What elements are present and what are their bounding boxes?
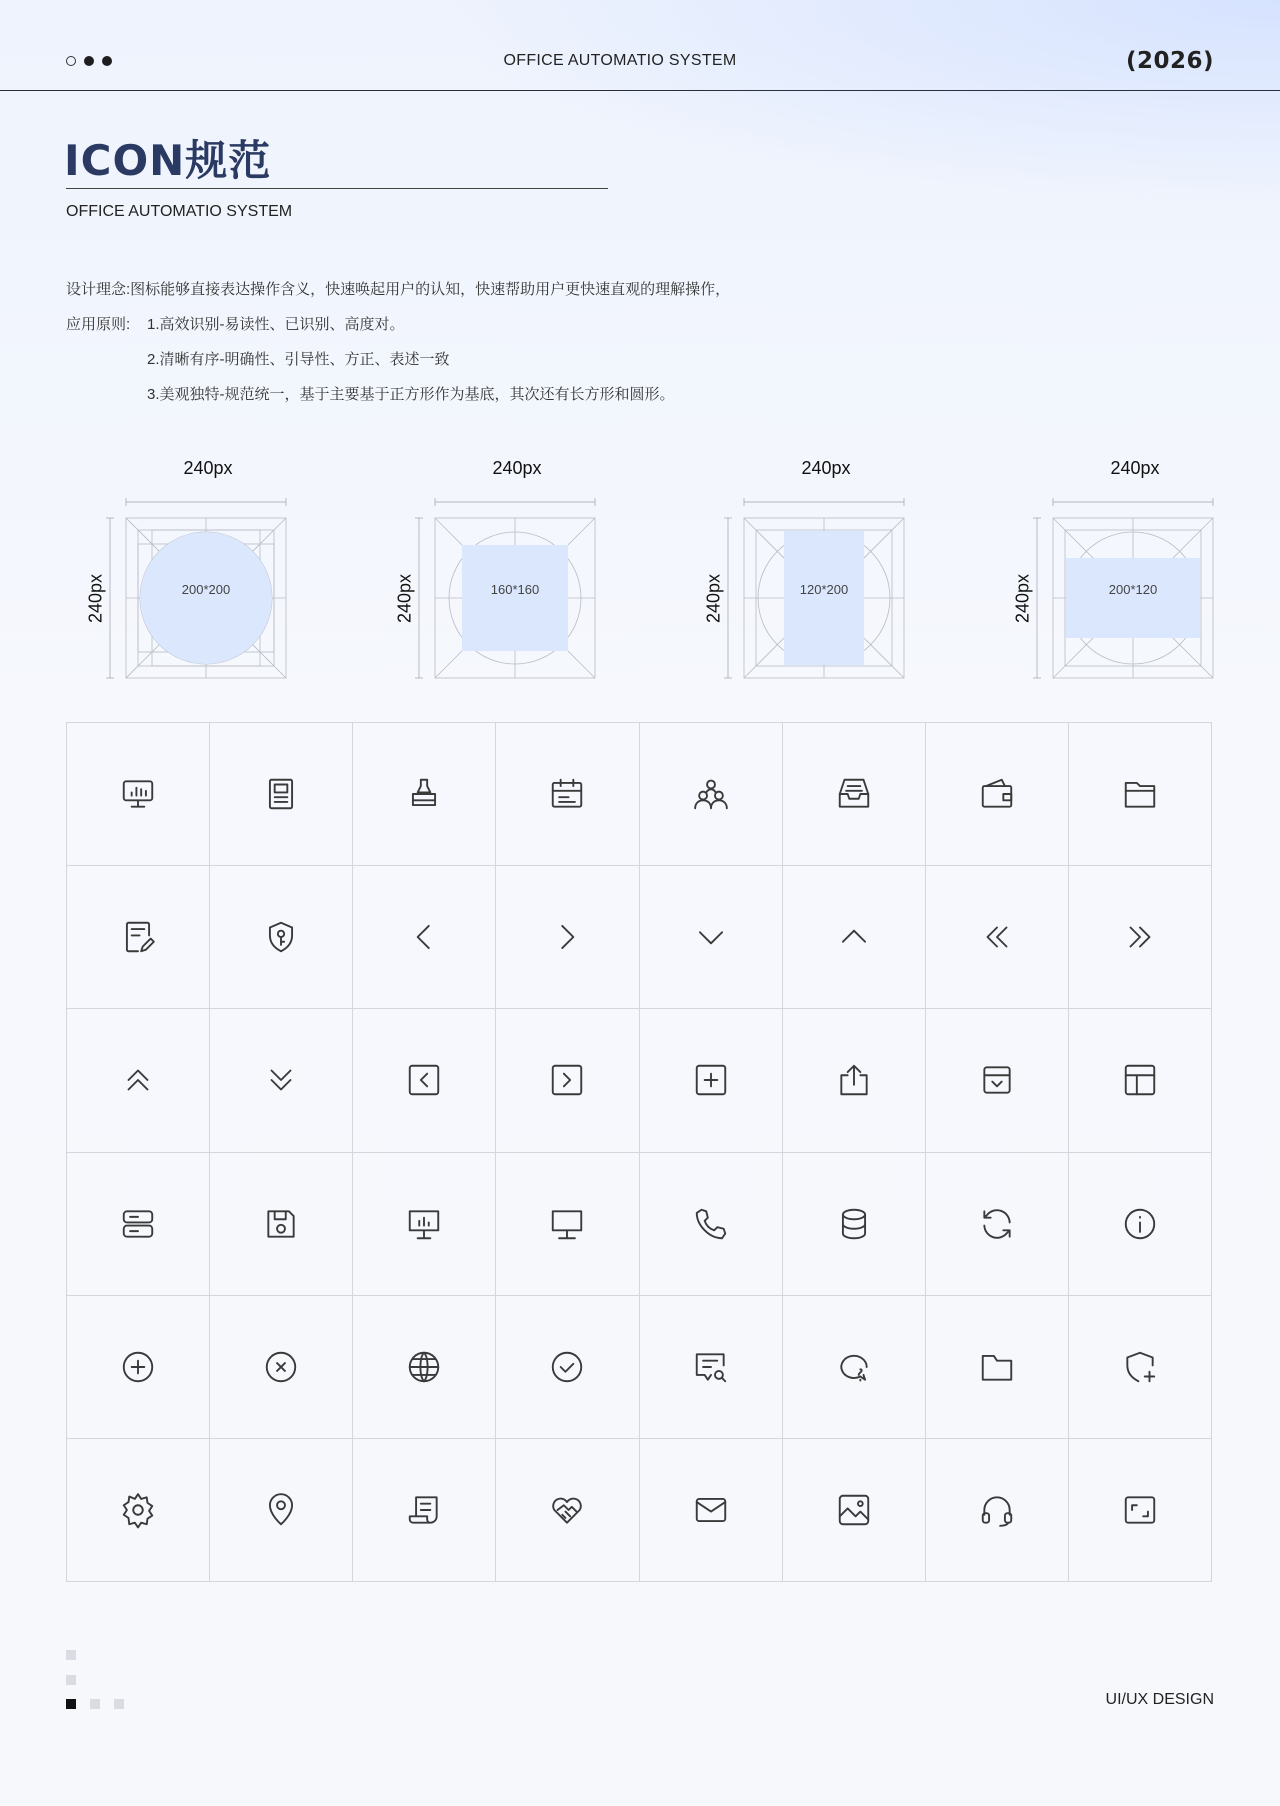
spec-size-label: 120*200 — [799, 582, 849, 597]
icon-cell — [783, 866, 926, 1009]
icon-cell — [210, 866, 353, 1009]
design-principles — [66, 272, 730, 412]
spec-diagram-portrait — [688, 458, 888, 688]
principle-label: 应用原则: — [66, 316, 131, 333]
icon-cell — [926, 1009, 1069, 1152]
icon-cell — [67, 1153, 210, 1296]
icon-cell — [1069, 1296, 1212, 1439]
icon-cell — [353, 1009, 496, 1152]
server-icon — [119, 1205, 157, 1243]
inbox-icon — [835, 775, 873, 813]
document-icon — [262, 775, 300, 813]
icon-cell — [353, 1439, 496, 1582]
phone-icon — [692, 1205, 730, 1243]
image-icon — [835, 1491, 873, 1529]
spec-height-label: 240px — [394, 573, 415, 624]
icon-cell — [67, 866, 210, 1009]
icon-cell — [1069, 1153, 1212, 1296]
shield-plus-icon — [1121, 1348, 1159, 1386]
double-chevron-right-icon — [1121, 918, 1159, 956]
icon-cell — [926, 1153, 1069, 1296]
layout-table-icon — [1121, 1061, 1159, 1099]
icon-cell — [67, 1296, 210, 1439]
icon-cell — [1069, 866, 1212, 1009]
principle-item: 3.美观独特-规范统一，基于主要基于正方形作为基底，其次还有长方形和圆形。 — [147, 386, 675, 403]
icon-cell — [926, 1439, 1069, 1582]
icon-cell — [67, 723, 210, 866]
folder-icon — [978, 1348, 1016, 1386]
stamp-icon — [405, 775, 443, 813]
handshake-heart-icon — [548, 1491, 586, 1529]
header-title: OFFICE AUTOMATIO SYSTEM — [503, 52, 737, 69]
spec-diagram-landscape — [997, 458, 1197, 688]
chat-question-icon — [835, 1348, 873, 1386]
page-subtitle: OFFICE AUTOMATIO SYSTEM — [66, 203, 293, 220]
icon-cell — [210, 1009, 353, 1152]
principle-item: 1.高效识别-易读性、已识别、高度对。 — [147, 316, 405, 333]
icon-cell — [926, 866, 1069, 1009]
header-year: (2026) — [1125, 48, 1214, 74]
database-icon — [835, 1205, 873, 1243]
square-plus-icon — [692, 1061, 730, 1099]
icon-cell — [210, 1439, 353, 1582]
monitor-chart-icon — [119, 775, 157, 813]
info-icon — [1121, 1205, 1159, 1243]
share-icon — [835, 1061, 873, 1099]
icon-cell — [640, 1009, 783, 1152]
double-chevron-left-icon — [978, 918, 1016, 956]
circle-plus-icon — [119, 1348, 157, 1386]
screen-capture-icon — [1121, 1491, 1159, 1529]
title-divider — [66, 188, 608, 189]
message-search-icon — [692, 1348, 730, 1386]
spec-height-label: 240px — [85, 573, 106, 624]
icon-cell — [353, 866, 496, 1009]
chevron-left-icon — [405, 918, 443, 956]
desktop-icon — [548, 1205, 586, 1243]
double-chevron-down-icon — [262, 1061, 300, 1099]
double-chevron-up-icon — [119, 1061, 157, 1099]
footer-label: UI/UX DESIGN — [1105, 1691, 1214, 1708]
icon-cell — [67, 1009, 210, 1152]
folder-open-icon — [1121, 775, 1159, 813]
floppy-disk-icon — [262, 1205, 300, 1243]
icon-cell — [783, 1153, 926, 1296]
icon-cell — [1069, 1009, 1212, 1152]
chevron-up-icon — [835, 918, 873, 956]
icon-cell — [353, 1296, 496, 1439]
principle-item: 2.清晰有序-明确性、引导性、方正、表述一致 — [147, 351, 450, 368]
icon-cell — [783, 1439, 926, 1582]
spec-size-label: 200*120 — [1108, 582, 1158, 597]
chevron-right-icon — [548, 918, 586, 956]
icon-cell — [640, 1153, 783, 1296]
icon-cell — [210, 1153, 353, 1296]
icon-cell — [926, 1296, 1069, 1439]
icon-cell — [640, 1439, 783, 1582]
circle-check-icon — [548, 1348, 586, 1386]
square-arrow-right-icon — [548, 1061, 586, 1099]
icon-cell — [210, 723, 353, 866]
headset-icon — [978, 1491, 1016, 1529]
icon-cell — [640, 1296, 783, 1439]
icon-cell — [353, 1153, 496, 1296]
scroll-icon — [405, 1491, 443, 1529]
icon-cell — [496, 1153, 639, 1296]
page-title: ICON规范 — [64, 136, 272, 185]
spec-width-label: 240px — [183, 458, 233, 478]
spec-width-label: 240px — [801, 458, 851, 478]
deco-square — [66, 1650, 76, 1660]
footer-squares — [66, 1650, 126, 1710]
spec-size-label: 200*200 — [181, 582, 231, 597]
spec-height-label: 240px — [703, 573, 724, 624]
icon-cell — [640, 866, 783, 1009]
icon-cell — [353, 723, 496, 866]
chevron-down-icon — [692, 918, 730, 956]
globe-icon — [405, 1348, 443, 1386]
settings-icon — [119, 1491, 157, 1529]
edit-document-icon — [119, 918, 157, 956]
spec-diagram-circle — [70, 458, 270, 688]
spec-diagram-square — [379, 458, 579, 688]
spec-width-label: 240px — [1110, 458, 1160, 478]
icon-cell — [1069, 723, 1212, 866]
icon-cell — [210, 1296, 353, 1439]
calendar-icon — [548, 775, 586, 813]
icon-cell — [496, 1439, 639, 1582]
icon-cell — [640, 723, 783, 866]
spec-size-label: 160*160 — [490, 582, 540, 597]
spec-height-label: 240px — [1012, 573, 1033, 624]
design-concept: 设计理念:图标能够直接表达操作含义，快速唤起用户的认知，快速帮助用户更快速直观的理解操作， — [66, 281, 731, 298]
icon-cell — [496, 1296, 639, 1439]
refresh-icon — [978, 1205, 1016, 1243]
deco-square — [66, 1699, 76, 1709]
page-header — [0, 0, 1280, 91]
icon-cell — [496, 723, 639, 866]
deco-square — [114, 1699, 124, 1709]
icon-cell — [926, 723, 1069, 866]
circle-close-icon — [262, 1348, 300, 1386]
location-pin-icon — [262, 1491, 300, 1529]
presentation-board-icon — [405, 1205, 443, 1243]
icon-cell — [783, 723, 926, 866]
icon-grid — [66, 722, 1212, 1582]
spec-width-label: 240px — [492, 458, 542, 478]
team-icon — [692, 775, 730, 813]
icon-cell — [496, 1009, 639, 1152]
archive-box-icon — [978, 1061, 1016, 1099]
mail-icon — [692, 1491, 730, 1529]
shield-key-icon — [262, 918, 300, 956]
wallet-icon — [978, 775, 1016, 813]
icon-cell — [496, 866, 639, 1009]
square-arrow-left-icon — [405, 1061, 443, 1099]
icon-cell — [67, 1439, 210, 1582]
icon-cell — [1069, 1439, 1212, 1582]
icon-cell — [783, 1296, 926, 1439]
deco-square — [66, 1675, 76, 1685]
icon-cell — [783, 1009, 926, 1152]
deco-square — [90, 1699, 100, 1709]
